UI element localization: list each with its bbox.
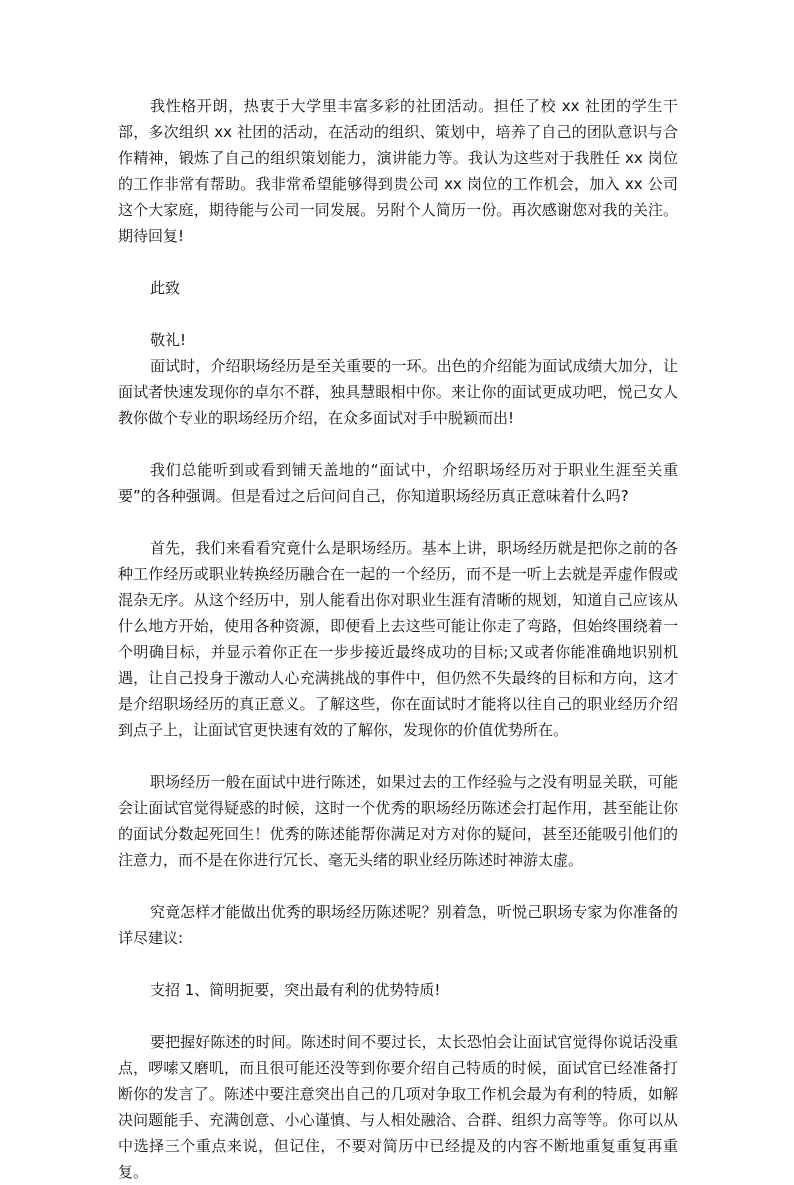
paragraph-closing-salutation: 此致: [150, 279, 181, 297]
paragraph-tip-one-heading: 支招 1、简明扼要，突出最有利的优势特质!: [150, 981, 441, 999]
paragraph-how-to-question: 究竟怎样才能做出优秀的职场经历陈述呢？别着急，听悦己职场专家为你准备的详尽建议:: [118, 903, 678, 947]
document-body: [118, 93, 678, 1185]
paragraph-emphasis-question: 我们总能听到或看到铺天盖地的“面试中，介绍职场经历对于职业生涯至关重要”的各种强调。但是看过之后问问自己，你知道职场经历真正意味着什么吗?: [118, 461, 678, 505]
paragraph-tip-one-detail: 要把握好陈述的时间。陈述时间不要过长，太长恐怕会让面试官觉得你说话没重点，啰嗦又磨叽，而且很可能还没等到你要介绍自己特质的时候，面试官已经准备打断你的发言了。陈述中要注意突出自己的几项对争取工作机会最为有利的特质，如解决问题能手、充满创意、小心谨慎、与人相处融洽、合群、组织力高等等。你可以从中选择三个重点来说，但记住，不要对简历中已经提及的内容不断地重复重复再重复。: [118, 1033, 678, 1181]
paragraph-interview-intro: 面试时，介绍职场经历是至关重要的一环。出色的介绍能为面试成绩大加分，让面试者快速发现你的卓尔不群，独具慧眼相中你。来让你的面试更成功吧，悦己女人教你做个专业的职场经历介绍，在众多面试对手中脱颖而出!: [118, 357, 678, 427]
paragraph-respect: 敬礼!: [150, 331, 187, 349]
paragraph-statement-value: 职场经历一般在面试中进行陈述，如果过去的工作经验与之没有明显关联，可能会让面试官觉得疑惑的时候，这时一个优秀的职场经历陈述会打起作用，甚至能让你的面试分数起死回生！优秀的陈述能帮你满足对方对你的疑问，甚至还能吸引他们的注意力，而不是在你进行冗长、毫无头绪的职业经历陈述时神游太虚。: [118, 773, 678, 869]
paragraph-self-introduction: 我性格开朗，热衷于大学里丰富多彩的社团活动。担任了校 xx 社团的学生干部，多次组织 xx 社团的活动，在活动的组织、策划中，培养了自己的团队意识与合作精神，锻炼了自己的组织策划能力，演讲能力等。我认为这些对于我胜任 xx 岗位的工作非常有帮助。我非常希望能够得到贵公司 xx 岗位的工作机会，加入 xx 公司这个大家庭，期待能与公司一同发展。另附个人简历一份。再次感谢您对我的关注。期待回复!: [118, 97, 678, 245]
paragraph-what-is-career-experience: 首先，我们来看看究竟什么是职场经历。基本上讲，职场经历就是把你之前的各种工作经历或职业转换经历融合在一起的一个经历，而不是一听上去就是弄虚作假或混杂无序。从这个经历中，别人能看出你对职业生涯有清晰的规划，知道自己应该从什么地方开始，使用各种资源，即便看上去这些可能让你走了弯路，但始终围绕着一个明确目标，并显示着你正在一步步接近最终成功的目标;又或者你能准确地识别机遇，让自己投身于激动人心充满挑战的事件中，但仍然不失最终的目标和方向，这才是介绍职场经历的真正意义。了解这些，你在面试时才能将以往自己的职业经历介绍到点子上，让面试官更快速有效的了解你，发现你的价值优势所在。: [118, 539, 678, 739]
